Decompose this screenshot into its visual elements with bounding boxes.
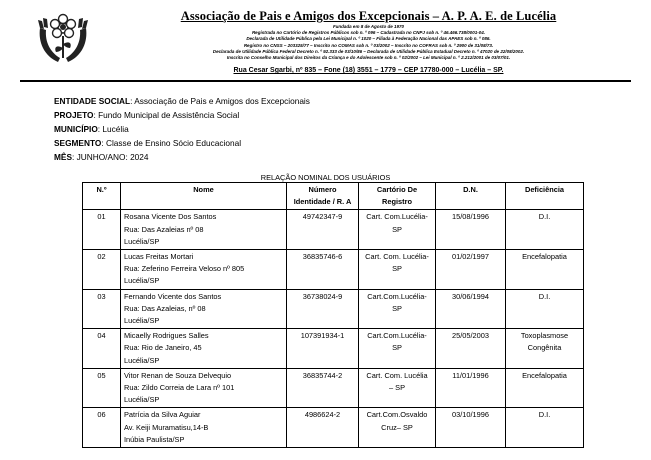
registration-line: Declarada de Utilidade Pública Federal Decreto n. º 92.333 de 03/10/86 – Declarada de Utilidade Pública Estadual Decreto n. º 47020 de 22/08/2002. <box>212 48 525 54</box>
header-cartorio-line1: Cartório De <box>376 185 418 194</box>
cartorio-line1: Cart.Com.Lucélia- <box>367 291 427 301</box>
cell-cartorio <box>359 368 436 408</box>
cell-num: 05 <box>83 368 121 408</box>
table-row <box>83 210 584 250</box>
cell-rg: 107391934-1 <box>287 329 359 369</box>
cartorio-line2: SP <box>392 224 402 234</box>
user-address-line2: Inúbia Paulista/SP <box>124 434 185 444</box>
registration-lines <box>96 24 641 61</box>
cell-rg: 49742347-9 <box>287 210 359 250</box>
table-header-row <box>83 183 584 210</box>
cell-cartorio <box>359 408 436 448</box>
info-label: PROJETO <box>54 110 94 120</box>
deficiencia-line1: D.I. <box>538 410 551 420</box>
cell-num: 06 <box>83 408 121 448</box>
deficiencia-line1: Encefalopatia <box>522 370 567 380</box>
header-cartorio <box>359 183 436 210</box>
cell-dn: 01/02/1997 <box>436 250 506 290</box>
deficiencia-line1: D.I. <box>538 212 551 222</box>
table-row <box>83 408 584 448</box>
registration-line: Registrada no Cartório de Registros Públicos sob n. º 096 – Cadastrada no CNPJ sob n. º 46.466.738/0001-04. <box>251 30 486 36</box>
cell-dn: 25/05/2003 <box>436 329 506 369</box>
user-name: Fernando Vicente dos Santos <box>124 291 222 301</box>
header-nome: Nome <box>121 183 287 210</box>
cell-name <box>121 210 287 250</box>
org-title: Associação de Pais e Amigos dos Excepcionais – A. P. A. E. de Lucélia <box>180 9 557 23</box>
cartorio-line1: Cart. Com. Lucélia- <box>365 252 429 262</box>
registration-line: Inscrita no Conselho Municipal dos Direitos da Criança e do Adolescente sob n. º 02/2002 – Lei Municipal n. º 2.212/2001 de 03/07/01. <box>226 55 511 61</box>
header-rg <box>287 183 359 210</box>
user-name: Lucas Freitas Mortari <box>124 252 194 262</box>
cell-deficiencia <box>506 289 584 329</box>
header-deficiencia: Deficiência <box>506 183 584 210</box>
header-rg-line2: Identidade / R. A <box>293 197 352 207</box>
cartorio-line2: Cruz– SP <box>381 422 413 432</box>
cell-num: 04 <box>83 329 121 369</box>
table-row <box>83 368 584 408</box>
info-value: : Fundo Municipal de Assistência Social <box>93 110 240 120</box>
cell-num: 02 <box>83 250 121 290</box>
users-table <box>82 182 584 448</box>
info-label: ENTIDADE SOCIAL <box>54 96 131 106</box>
user-address-line2: Lucélia/SP <box>124 395 160 405</box>
info-value: : Classe de Ensino Sócio Educacional <box>101 138 242 148</box>
cell-dn: 30/06/1994 <box>436 289 506 329</box>
cartorio-line2: SP <box>392 303 402 313</box>
cell-rg: 36835744-2 <box>287 368 359 408</box>
deficiencia-line2: Congênita <box>527 343 562 353</box>
cell-name <box>121 408 287 448</box>
cartorio-line2: – SP <box>388 383 406 393</box>
header-num: N.º <box>83 183 121 210</box>
user-name: Rosana Vicente Dos Santos <box>124 212 217 222</box>
info-block <box>54 94 310 164</box>
user-address-line2: Lucélia/SP <box>124 355 160 365</box>
cartorio-line1: Cart.Com.Osvaldo <box>366 410 428 420</box>
cell-name <box>121 368 287 408</box>
deficiencia-line1: D.I. <box>538 291 551 301</box>
cell-rg: 36835746-6 <box>287 250 359 290</box>
cell-name <box>121 250 287 290</box>
cell-name <box>121 329 287 369</box>
cell-deficiencia <box>506 329 584 369</box>
cell-name <box>121 289 287 329</box>
info-label: MÊS <box>54 152 72 162</box>
info-value: : Lucélia <box>97 124 129 134</box>
info-value: : Associação de Pais e Amigos dos Excepcionais <box>130 96 310 106</box>
user-address-line2: Lucélia/SP <box>124 276 160 286</box>
user-address-line2: Lucélia/SP <box>124 236 160 246</box>
cell-rg: 36738024-9 <box>287 289 359 329</box>
info-entidade <box>54 94 310 108</box>
user-name: Patrícia da Silva Aguiar <box>124 410 201 420</box>
user-name: Vitor Renan de Souza Delvequio <box>124 370 232 380</box>
info-projeto <box>54 108 310 122</box>
table-row <box>83 329 584 369</box>
cell-rg: 4986624-2 <box>287 408 359 448</box>
apae-logo-icon <box>34 8 92 68</box>
cell-num: 01 <box>83 210 121 250</box>
table-row <box>83 250 584 290</box>
cell-deficiencia <box>506 210 584 250</box>
info-label: MUNICÍPIO <box>54 124 98 134</box>
table-title: RELAÇÃO NOMINAL DOS USUÁRIOS <box>260 173 391 182</box>
registration-line: Fundada em 8 de Agosto de 1970 <box>332 24 405 29</box>
user-address-line1: Av. Keiji Muramatisu,14-B <box>124 422 209 432</box>
table-row <box>83 289 584 329</box>
cartorio-line2: SP <box>392 264 402 274</box>
header-dn: D.N. <box>436 183 506 210</box>
cell-dn: 15/08/1996 <box>436 210 506 250</box>
user-address-line1: Rua: Zildo Correia de Lara nº 101 <box>124 383 235 393</box>
info-mes <box>54 150 310 164</box>
cell-cartorio <box>359 329 436 369</box>
cartorio-line1: Cart. Com. Lucélia <box>366 370 428 380</box>
org-address: Rua Cesar Sgarbi, nº 835 – Fone (18) 3551 – 1779 – CEP 17780-000 – Lucélia – SP. <box>233 67 504 74</box>
info-municipio <box>54 122 310 136</box>
deficiencia-line1: Toxoplasmose <box>520 331 569 341</box>
header-cartorio-line2: Registro <box>382 197 412 207</box>
info-label: SEGMENTO <box>54 138 102 148</box>
cell-num: 03 <box>83 289 121 329</box>
info-value: : JUNHO/ANO: 2024 <box>71 152 149 162</box>
cell-cartorio <box>359 289 436 329</box>
header-rg-line1: Número <box>308 185 337 194</box>
registration-line: Declarada de Utilidade Pública pela Lei Municipal n. º 1020 – Filiada à Federação Nacional das APAES sob n. º 086. <box>246 36 491 42</box>
user-address-line1: Rua: Rio de Janeiro, 45 <box>124 343 202 353</box>
cell-deficiencia <box>506 250 584 290</box>
user-name: Micaelly Rodrigues Salles <box>124 331 209 341</box>
cell-cartorio <box>359 210 436 250</box>
info-segmento <box>54 136 310 150</box>
cell-dn: 11/01/1996 <box>436 368 506 408</box>
cell-deficiencia <box>506 368 584 408</box>
user-address-line1: Rua: Das Azaleias, nº 08 <box>124 303 206 313</box>
cartorio-line2: SP <box>392 343 402 353</box>
cell-dn: 03/10/1996 <box>436 408 506 448</box>
cell-cartorio <box>359 250 436 290</box>
cartorio-line1: Cart. Com.Lucélia- <box>366 212 428 222</box>
deficiencia-line1: Encefalopatia <box>522 252 567 262</box>
user-address-line2: Lucélia/SP <box>124 316 160 326</box>
header-divider <box>20 80 631 82</box>
registration-line: Registro no CNSS – 203325/77 – Inscrito no COMAS sob n. º 03/2002 – Inscrito no COFRAS sob n. º 2900 de 31/08/73. <box>243 42 494 48</box>
user-address-line1: Rua: Zeferino Ferreira Veloso nº 805 <box>124 264 245 274</box>
cell-deficiencia <box>506 408 584 448</box>
user-address-line1: Rua: Das Azaleias nº 08 <box>124 224 204 234</box>
cartorio-line1: Cart.Com.Lucélia- <box>367 331 427 341</box>
